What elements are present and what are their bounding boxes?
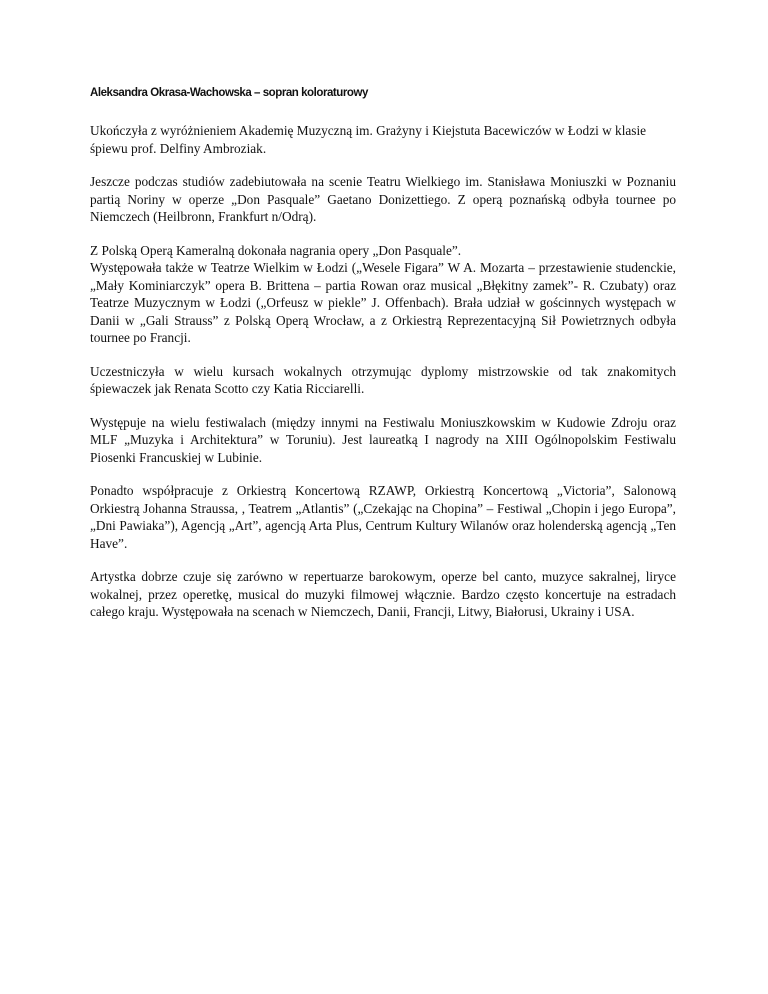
- paragraph-festivals: Występuje na wielu festiwalach (między innymi na Festiwalu Moniuszkowskim w Kudowie Zdroju oraz MLF „Muzyka i Architektura” w Toruniu). Jest laureatką I nagrody na XIII Ogólnopolskim Festiwalu Piosenki Francuskiej w Lubinie.: [90, 414, 676, 465]
- paragraph-masterclasses: Uczestniczyła w wielu kursach wokalnych otrzymując dyplomy mistrzowskie od tak znakomitych śpiewaczek jak Renata Scotto czy Katia Ricciarelli.: [90, 363, 676, 396]
- paragraph-collaborations: Ponadto współpracuje z Orkiestrą Koncertową RZAWP, Orkiestrą Koncertową „Victoria”, Salonową Orkiestrą Johanna Straussa, , Teatrem „Atlantis” („Czekając na Chopina” – Festiwal „Chopin i jego Europa”, „Dni Pawiaka”), Agencją „Art”, agencją Arta Plus, Centrum Kultury Wilanów oraz holenderską agencją „Ten Have”.: [90, 483, 676, 551]
- paragraph-debut: Jeszcze podczas studiów zadebiutowała na scenie Teatru Wielkiego im. Stanisława Moniuszki w Poznaniu partią Noriny w operze „Don Pasquale” Gaetano Donizettiego. Z operą poznańską odbyła tournee po Niemczech (Heilbronn, Frankfurt n/Odrą).: [90, 174, 676, 224]
- document-body: [90, 86, 676, 637]
- paragraph-performances: Występowała także w Teatrze Wielkim w Łodzi („Wesele Figara” W A. Mozarta – przestawienie studenckie, „Mały Kominiarczyk” opera B. Brittena – partia Rowan oraz musical „Błękitny zamek”- R. Czubaty) oraz Teatrze Muzycznym w Łodzi („Orfeusz w piekle” J. Offenbach). Brała udział w gościnnych występach w Danii w „Gali Strauss” z Polską Operą Wrocław, a z Orkiestrą Reprezentacyjną Sił Powietrznych odbyła tournee po Francji.: [90, 260, 676, 345]
- paragraph-education: Ukończyła z wyróżnieniem Akademię Muzyczną im. Grażyny i Kiejstuta Bacewiczów w Łodzi w klasie śpiewu prof. Delfiny Ambroziak.: [90, 123, 647, 156]
- document-title: Aleksandra Okrasa-Wachowska – sopran koloraturowy: [90, 87, 368, 99]
- paragraph-repertoire: Artystka dobrze czuje się zarówno w repertuarze barokowym, operze bel canto, muzyce sakralnej, liryce wokalnej, przez operetkę, musical do muzyki filmowej włącznie. Bardzo często koncertuje na estradach całego kraju. Występowała na scenach w Niemczech, Danii, Francji, Litwy, Białorusi, Ukrainy i USA.: [90, 569, 676, 619]
- paragraph-recording: Z Polską Operą Kameralną dokonała nagrania opery „Don Pasquale”.: [90, 242, 462, 258]
